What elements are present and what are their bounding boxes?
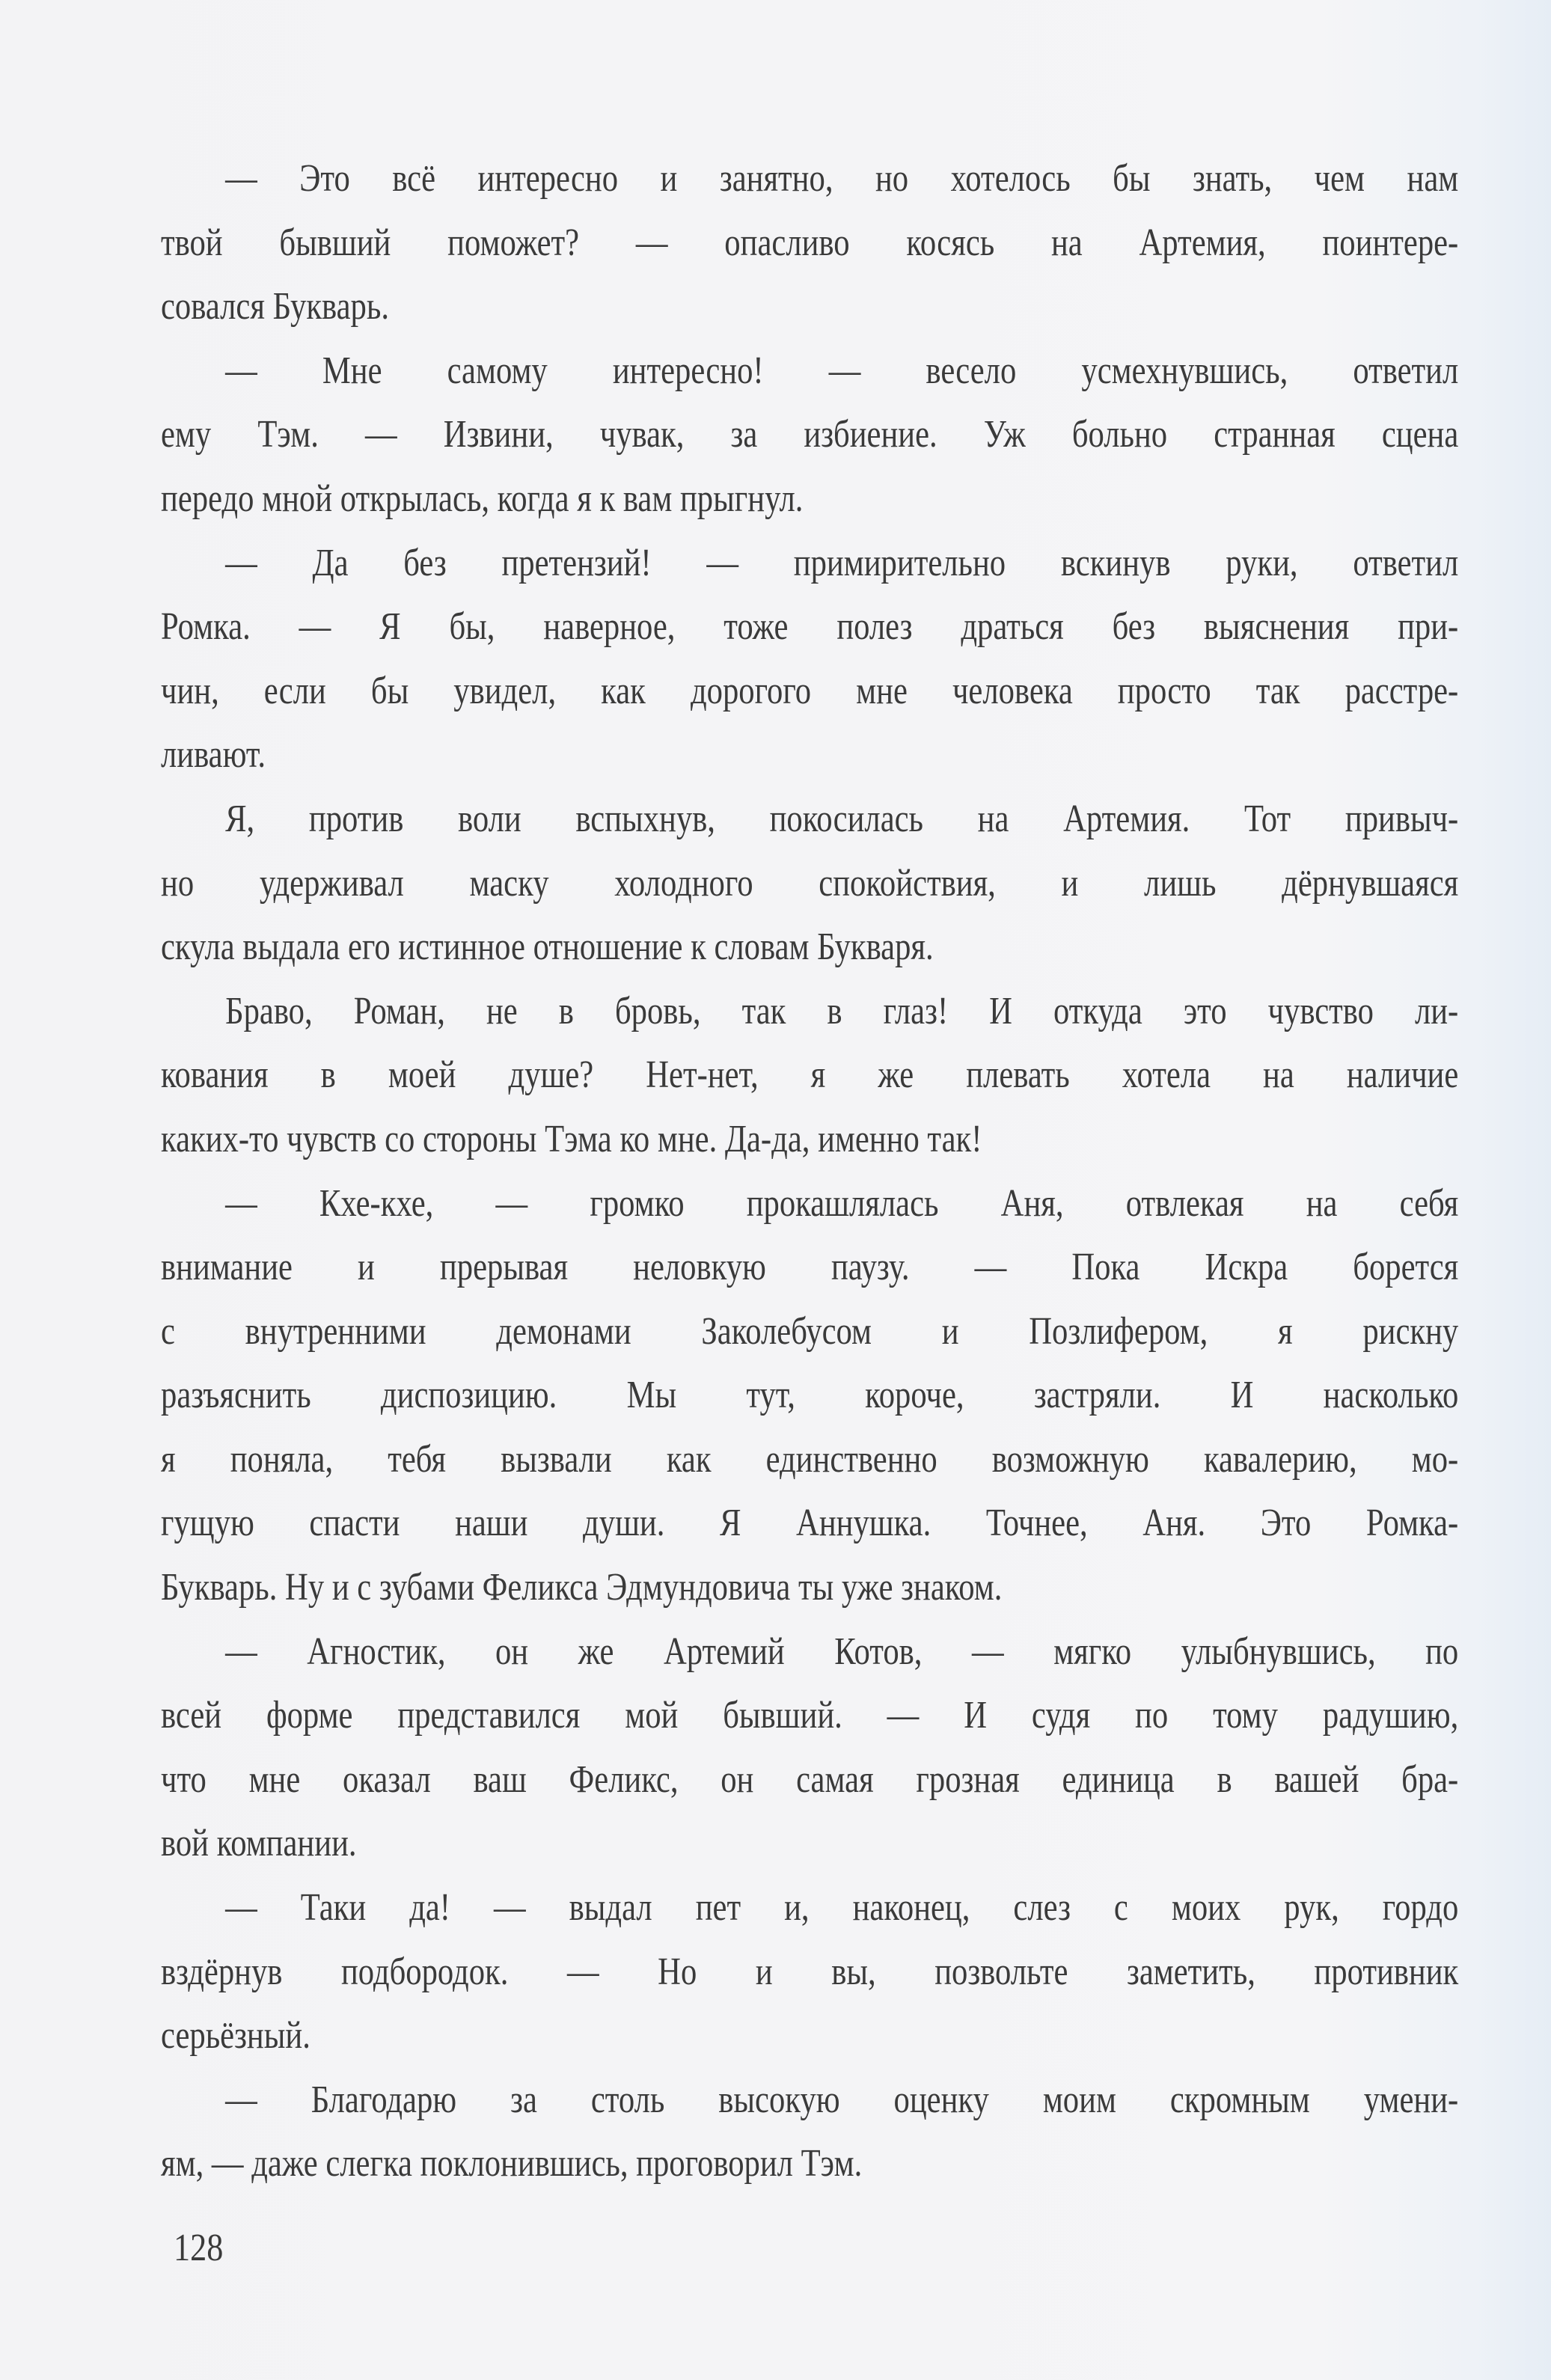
text-line: чин, если бы увидел, как дорогого мне человека просто так расстре- [161, 669, 1459, 712]
text-line: я поняла, тебя вызвали как единственно возможную кавалерию, мо- [161, 1437, 1459, 1481]
text-line: Браво, Роман, не в бровь, так в глаз! И откуда это чувство ли- [225, 989, 1459, 1033]
text-line: Букварь. Ну и с зубами Феликса Эдмундовича ты уже знаком. [161, 1566, 1003, 1609]
text-line: Ромка. — Я бы, наверное, тоже полез драться без выяснения при- [161, 605, 1459, 649]
body-text [161, 147, 1459, 2196]
text-line: ям, — даже слегка поклонившись, проговорил Тэм. [161, 2142, 863, 2185]
text-line: гущую спасти наши души. Я Аннушка. Точнее, Аня. Это Ромка- [161, 1502, 1459, 1545]
text-line: но удерживал маску холодного спокойствия, и лишь дёрнувшаяся [161, 861, 1459, 905]
text-line: — Кхе-кхе, — громко прокашлялась Аня, отвлекая на себя [225, 1181, 1459, 1225]
text-line: серьёзный. [161, 2014, 310, 2058]
text-line: каких-то чувств со стороны Тэма ко мне. Да-да, именно так! [161, 1117, 982, 1160]
text-line: — Да без претензий! — примирительно вскинув руки, ответил [225, 541, 1459, 584]
text-line: ливают. [161, 733, 266, 777]
text-line: внимание и прерывая неловкую паузу. — Пока Искра борется [161, 1246, 1459, 1289]
text-line: совался Букварь. [161, 285, 389, 328]
text-line: ему Тэм. — Извини, чувак, за избиение. Уж больно странная сцена [161, 413, 1459, 456]
page-number: 128 [174, 2227, 224, 2269]
text-line: скула выдала его истинное отношение к словам Букваря. [161, 926, 934, 969]
text-line: передо мной открылась, когда я к вам прыгнул. [161, 477, 804, 520]
text-line: что мне оказал ваш Феликс, он самая грозная единица в вашей бра- [161, 1758, 1459, 1801]
text-line: — Таки да! — выдал пет и, наконец, слез с моих рук, гордо [225, 1886, 1459, 1930]
text-line: — Мне самому интересно! — весело усмехнувшись, ответил [225, 349, 1459, 392]
text-line: — Это всё интересно и занятно, но хотелось бы знать, чем нам [225, 157, 1459, 200]
text-line: вой компании. [161, 1822, 357, 1865]
text-line: — Агностик, он же Артемий Котов, — мягко улыбнувшись, по [225, 1630, 1459, 1673]
text-line: твой бывший поможет? — опасливо косясь на Артемия, поинтере- [161, 221, 1459, 264]
text-line: — Благодарю за столь высокую оценку моим скромным умени- [225, 2078, 1459, 2121]
text-line: с внутренними демонами Заколебусом и Позлифером, я рискну [161, 1309, 1459, 1353]
text-line: разъяснить диспозицию. Мы тут, короче, застряли. И насколько [161, 1374, 1459, 1417]
text-line: Я, против воли вспыхнув, покосилась на Артемия. Тот привыч- [225, 797, 1459, 840]
text-line: кования в моей душе? Нет-нет, я же плевать хотела на наличие [161, 1053, 1459, 1097]
text-line: всей форме представился мой бывший. — И судя по тому радушию, [161, 1694, 1459, 1737]
text-line: вздёрнув подбородок. — Но и вы, позвольте заметить, противник [161, 1950, 1459, 1993]
